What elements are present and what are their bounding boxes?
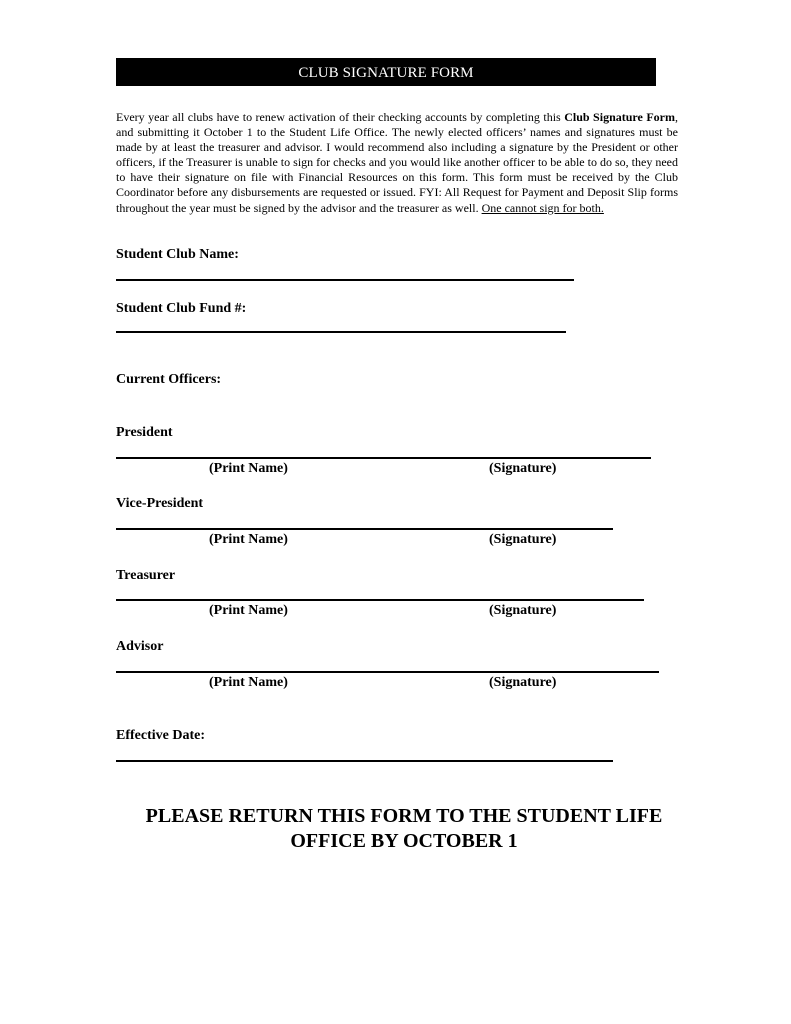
closing-notice [100,804,708,854]
president-print-name-label: (Print Name) [209,461,288,476]
intro-text-body: , and submitting it October 1 to the Student Life Office. The newly elected officers’ names and signatures must be made by at least the treasurer and advisor. I would recommend also including a signature by the President or other officers, if the Treasurer is unable to sign for checks and you would like another officer to be able to do so, they need to have their signature on file with Financial Resources on this form. This form must be received by the Club Coordinator before any disbursements are requested or issued. FYI: All Request for Payment and Deposit Slip forms throughout the year must be signed by the advisor and the treasurer as well. [116,110,678,215]
treasurer-signature-label: (Signature) [489,603,557,618]
current-officers-label: Current Officers: [116,372,222,387]
effective-date-label: Effective Date: [116,728,206,743]
advisor-print-name-label: (Print Name) [209,675,288,690]
advisor-signature-line[interactable] [116,671,659,673]
fund-number-line[interactable] [116,331,566,333]
officer-role-vice-president: Vice-President [116,496,204,511]
form-title: CLUB SIGNATURE FORM [116,58,656,86]
club-name-label: Student Club Name: [116,247,239,262]
fund-number-label: Student Club Fund #: [116,301,247,316]
president-signature-label: (Signature) [489,461,557,476]
closing-notice-line-1: PLEASE RETURN THIS FORM TO THE STUDENT LIFE [145,805,663,827]
effective-date-line[interactable] [116,760,613,762]
club-name-line[interactable] [116,279,574,281]
vice-president-signature-line[interactable] [116,528,613,530]
intro-paragraph [116,110,678,216]
closing-notice-line-2: OFFICE BY OCTOBER 1 [290,830,518,852]
intro-note: One cannot sign for both. [481,200,604,215]
officer-role-advisor: Advisor [116,639,164,654]
intro-text-start: Every year all clubs have to renew activation of their checking accounts by completing this [116,110,565,124]
vice-president-print-name-label: (Print Name) [209,532,288,547]
treasurer-signature-line[interactable] [116,599,644,601]
intro-form-name: Club Signature Form [564,110,675,124]
president-signature-line[interactable] [116,457,651,459]
treasurer-print-name-label: (Print Name) [209,603,288,618]
advisor-signature-label: (Signature) [489,675,557,690]
officer-role-president: President [116,425,173,440]
vice-president-signature-label: (Signature) [489,532,557,547]
officer-role-treasurer: Treasurer [116,568,176,583]
